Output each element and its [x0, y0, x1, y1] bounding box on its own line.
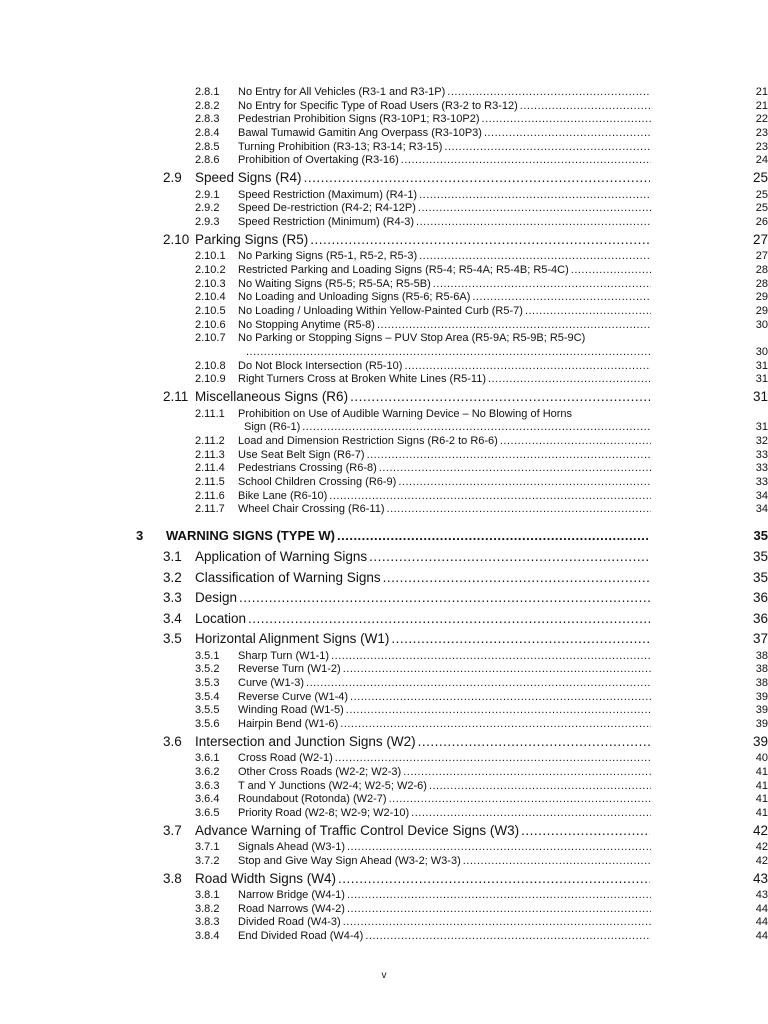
dot-leader [387, 503, 651, 517]
toc-entry [0, 547, 768, 568]
entry-title: Winding Road (W1-5) [238, 704, 344, 717]
entry-title: No Entry for All Vehicles (R3-1 and R3-1P) [238, 86, 446, 98]
entry-page-number: 38 [755, 676, 768, 689]
toc-entry [0, 86, 768, 100]
dot-leader [488, 373, 651, 387]
entry-title: No Loading / Unloading Within Yellow-Painted Curb (R5-7) [238, 304, 523, 317]
dot-leader [379, 462, 651, 476]
entry-page-number: 23 [755, 140, 768, 153]
entry-page-number: 25 [755, 188, 768, 201]
entry-page-number: 42 [755, 854, 768, 867]
entry-page-number: 41 [755, 806, 768, 819]
toc-entry [0, 373, 768, 387]
toc-entry [0, 462, 768, 476]
entry-title: No Parking Signs (R5-1, R5-2, R5-3) [238, 250, 418, 263]
entry-page-number: 34 [755, 489, 768, 502]
toc-entry [0, 202, 768, 216]
entry-number: 2.9.3 [195, 216, 220, 228]
toc-entry [0, 752, 768, 766]
entry-title: Curve (W1-3) [238, 676, 305, 689]
entry-page-number: 43 [755, 889, 768, 901]
entry-number: 2.11.2 [195, 434, 225, 447]
entry-page-number: 21 [755, 99, 768, 112]
dot-leader [398, 476, 651, 490]
entry-title: Signals Ahead (W3-1) [238, 841, 345, 854]
entry-title: Divided Road (W4-3) [238, 916, 341, 929]
toc-entry [0, 100, 768, 114]
toc-entry [0, 168, 768, 189]
entry-page-number: 29 [755, 304, 768, 317]
dot-leader [525, 305, 651, 319]
dot-leader [377, 319, 651, 333]
entry-number: 2.11.5 [195, 476, 225, 488]
entry-title: Cross Road (W2-1) [238, 752, 333, 765]
entry-title: Prohibition on Use of Audible Warning Device – No Blowing of Horns [238, 407, 573, 420]
entry-number: 2.8.3 [195, 113, 220, 126]
entry-page-number: 25 [755, 202, 768, 215]
dot-leader [340, 718, 651, 732]
toc-entry [0, 718, 768, 732]
toc-entry [0, 503, 768, 517]
toc-entry [0, 141, 768, 155]
entry-page-number: 30 [755, 318, 768, 331]
entry-number: 3.2 [163, 569, 182, 585]
entry-number: 3.7.2 [195, 854, 220, 867]
toc-entry [0, 821, 768, 842]
dot-leader [248, 609, 650, 630]
entry-title: Application of Warning Signs [195, 549, 368, 565]
toc-entry [0, 691, 768, 705]
entry-page-number: 35 [753, 528, 768, 544]
entry-title: Do Not Block Intersection (R5-10) [238, 359, 403, 372]
dot-leader [346, 704, 651, 718]
entry-page-number: 34 [755, 503, 768, 516]
dot-leader [302, 421, 651, 435]
entry-title: Bawal Tumawid Gamitin Ang Overpass (R3-10P3) [238, 127, 482, 140]
toc-entry [0, 663, 768, 677]
entry-title: Roundabout (Rotonda) (W2-7) [238, 793, 387, 806]
dot-leader [418, 202, 651, 216]
entry-page-number: 36 [752, 590, 768, 606]
entry-title: Wheel Chair Crossing (R6-11) [238, 503, 385, 516]
entry-page-number: 30 [755, 346, 768, 358]
entry-title: School Children Crossing (R6-9) [238, 476, 397, 488]
entry-number: 2.11 [163, 389, 189, 405]
dot-leader [369, 547, 650, 568]
dot-leader [350, 691, 651, 705]
entry-number: 3.8 [163, 870, 182, 886]
entry-number: 2.10.8 [195, 359, 226, 372]
toc-entry [0, 916, 768, 930]
entry-title: No Entry for Specific Type of Road Users (R3-2 to R3-12) [238, 99, 518, 112]
toc-entry [0, 869, 768, 890]
toc-entry [0, 264, 768, 278]
entry-number: 2.8.2 [195, 99, 220, 112]
entry-page-number: 28 [755, 263, 768, 276]
entry-page-number: 31 [755, 359, 768, 372]
entry-number: 3.7 [163, 822, 182, 838]
entry-title: Speed Restriction (Maximum) (R4-1) [238, 188, 418, 201]
toc-entry-continuation [0, 346, 768, 360]
dot-leader [347, 841, 651, 855]
entry-title: WARNING SIGNS (TYPE W) [166, 528, 335, 544]
dot-leader [347, 903, 651, 917]
toc-entry [0, 387, 768, 408]
dot-leader [367, 449, 651, 463]
entry-title: Other Cross Roads (W2-2; W2-3) [238, 765, 402, 778]
entry-title: No Waiting Signs (R5-5; R5-5A; R5-5B) [238, 277, 431, 290]
dot-leader [520, 100, 651, 114]
entry-page-number: 33 [755, 448, 768, 461]
entry-page-number: 33 [755, 462, 768, 475]
entry-title: Bike Lane (R6-10) [238, 489, 328, 502]
toc-entry [0, 629, 768, 650]
entry-number: 3.6.2 [195, 765, 220, 778]
dot-leader [391, 629, 650, 650]
dot-leader [401, 154, 651, 168]
dot-leader [329, 490, 651, 504]
toc-entry [0, 360, 768, 374]
entry-title: Narrow Bridge (W4-1) [238, 889, 345, 901]
dot-leader [304, 168, 650, 189]
dot-leader [239, 588, 650, 609]
entry-number: 2.10.3 [195, 277, 226, 290]
entry-number: 2.10.4 [195, 291, 226, 304]
entry-page-number: 43 [752, 870, 768, 886]
entry-number: 2.10.2 [195, 263, 226, 276]
toc-entry [0, 588, 768, 609]
dot-leader [482, 113, 651, 127]
entry-page-number: 39 [755, 718, 768, 730]
dot-leader [416, 216, 651, 230]
toc-entry [0, 230, 768, 251]
dot-leader [343, 916, 651, 930]
dot-leader [306, 677, 651, 691]
entry-number: 3.4 [163, 610, 182, 626]
entry-title: Stop and Give Way Sign Ahead (W3-2; W3-3) [238, 854, 461, 867]
toc-entry [0, 568, 768, 589]
entry-number: 2.11.1 [195, 407, 225, 420]
entry-page-number: 37 [752, 631, 768, 647]
entry-title: Load and Dimension Restriction Signs (R6-2 to R6-6) [238, 434, 498, 447]
toc-entry [0, 291, 768, 305]
entry-page-number: 42 [752, 822, 768, 838]
entry-title: Right Turners Cross at Broken White Lines (R5-11) [238, 373, 486, 386]
toc-entry-continuation [0, 421, 768, 435]
entry-title: Pedestrians Crossing (R6-8) [238, 462, 377, 475]
entry-title: No Parking or Stopping Signs – PUV Stop Area (R5-9A; R5-9B; R5-9C) [238, 332, 586, 345]
toc-entry [0, 154, 768, 168]
entry-number: 2.8.6 [195, 154, 220, 167]
entry-number: 3.1 [163, 549, 182, 565]
entry-page-number: 42 [755, 841, 768, 854]
entry-number: 3.5.6 [195, 718, 220, 730]
entry-page-number: 41 [755, 779, 768, 792]
entry-title: No Stopping Anytime (R5-8) [238, 318, 375, 331]
dot-leader [419, 189, 651, 203]
entry-number: 3.8.3 [195, 916, 220, 929]
entry-title: Speed De-restriction (R4-2; R4-12P) [238, 202, 416, 215]
dot-leader [365, 930, 651, 944]
entry-page-number: 31 [752, 389, 768, 405]
entry-page-number: 29 [755, 291, 768, 304]
page-number: v [381, 970, 387, 981]
entry-title: End Divided Road (W4-4) [238, 930, 364, 943]
entry-page-number: 38 [755, 649, 768, 662]
toc-entry [0, 113, 768, 127]
toc-entry [0, 793, 768, 807]
toc-entry [0, 841, 768, 855]
dot-leader [383, 568, 650, 589]
entry-page-number: 27 [752, 231, 768, 247]
entry-number: 2.11.7 [195, 503, 225, 516]
entry-number: 2.11.6 [195, 489, 225, 502]
entry-number: 3.5.2 [195, 663, 220, 676]
entry-title: Turning Prohibition (R3-13; R3-14; R3-15) [238, 140, 443, 153]
dot-leader [389, 793, 651, 807]
entry-page-number: 24 [755, 154, 768, 167]
entry-number: 2.10.1 [195, 250, 226, 263]
entry-number: 3.6.1 [195, 752, 220, 765]
entry-number: 3.5.3 [195, 676, 220, 689]
entry-page-number: 38 [755, 663, 768, 676]
entry-title: Design [195, 590, 238, 606]
entry-title: Road Width Signs (W4) [195, 870, 337, 886]
toc-entry [0, 889, 768, 903]
entry-number: 2.10.7 [195, 332, 226, 345]
entry-title: Reverse Turn (W1-2) [238, 663, 341, 676]
entry-page-number: 35 [752, 569, 768, 585]
dot-leader [310, 230, 650, 251]
entry-number: 2.8.5 [195, 140, 220, 153]
entry-number: 2.10.6 [195, 318, 226, 331]
entry-number: 2.9.1 [195, 188, 220, 201]
entry-number: 3.5.1 [195, 649, 220, 662]
entry-page-number: 39 [755, 704, 768, 717]
entry-title: No Loading and Unloading Signs (R5-6; R5-6A) [238, 291, 471, 304]
toc-entry [0, 250, 768, 264]
dot-leader [404, 360, 651, 374]
entry-title: Prohibition of Overtaking (R3-16) [238, 154, 399, 167]
dot-leader [447, 86, 651, 100]
entry-page-number: 28 [755, 277, 768, 290]
dot-leader [403, 766, 651, 780]
entry-title: Restricted Parking and Loading Signs (R5-4; R5-4A; R5-4B; R5-4C) [238, 263, 569, 276]
entry-number: 3.7.1 [195, 841, 220, 854]
dot-leader [444, 141, 651, 155]
toc-entry [0, 305, 768, 319]
toc-entry [0, 408, 768, 422]
entry-page-number: 25 [752, 170, 768, 186]
entry-page-number: 39 [755, 690, 768, 703]
dot-leader [571, 264, 651, 278]
entry-number: 3.6.4 [195, 793, 220, 806]
toc-entry [0, 278, 768, 292]
entry-page-number: 44 [755, 902, 768, 915]
dot-leader [463, 855, 651, 869]
dot-leader [521, 821, 650, 842]
toc-entry [0, 490, 768, 504]
toc-entry [0, 216, 768, 230]
dot-leader [343, 663, 651, 677]
toc-entry [0, 855, 768, 869]
entry-title: Speed Signs (R4) [195, 170, 302, 186]
toc-entry [0, 319, 768, 333]
entry-page-number: 22 [755, 113, 768, 126]
toc-entry [0, 650, 768, 664]
entry-page-number: 36 [752, 610, 768, 626]
entry-page-number: 21 [755, 86, 768, 98]
entry-title: Hairpin Bend (W1-6) [238, 718, 339, 730]
entry-title: Use Seat Belt Sign (R6-7) [238, 448, 365, 461]
entry-title-continuation: Sign (R6-1) [244, 421, 301, 434]
dot-leader [418, 732, 650, 753]
entry-number: 2.10.5 [195, 304, 226, 317]
entry-page-number: 33 [755, 476, 768, 488]
entry-title: Location [195, 610, 247, 626]
dot-leader [500, 435, 651, 449]
entry-page-number: 26 [755, 216, 768, 228]
dot-leader [347, 889, 651, 903]
entry-number: 3.8.1 [195, 889, 220, 901]
entry-number: 3.5 [163, 631, 182, 647]
entry-page-number: 35 [752, 549, 768, 565]
entry-page-number: 41 [755, 793, 768, 806]
entry-page-number: 41 [755, 765, 768, 778]
dot-leader [350, 387, 650, 408]
toc-entry [0, 903, 768, 917]
entry-number: 3.6.5 [195, 806, 220, 819]
entry-title: Classification of Warning Signs [195, 569, 381, 585]
toc-entry [0, 704, 768, 718]
entry-title: Sharp Turn (W1-1) [238, 649, 330, 662]
dot-leader [429, 780, 651, 794]
entry-page-number: 31 [755, 421, 768, 434]
entry-page-number: 27 [755, 250, 768, 263]
dot-leader [472, 291, 651, 305]
entry-title: T and Y Junctions (W2-4; W2-5; W2-6) [238, 779, 427, 792]
dot-leader [433, 278, 651, 292]
entry-title: Priority Road (W2-8; W2-9; W2-10) [238, 806, 410, 819]
entry-title: Parking Signs (R5) [195, 231, 309, 247]
entry-number: 3.6 [163, 733, 182, 749]
dot-leader [335, 752, 651, 766]
toc-entry [0, 332, 768, 346]
dot-leader [419, 250, 651, 264]
toc-entry [0, 930, 768, 944]
entry-title: Speed Restriction (Minimum) (R4-3) [238, 216, 415, 228]
entry-number: 2.11.3 [195, 448, 225, 461]
entry-number: 2.8.1 [195, 86, 220, 98]
toc-entry [0, 524, 768, 547]
entry-number: 3.8.4 [195, 930, 220, 943]
toc-entry [0, 732, 768, 753]
entry-number: 3.8.2 [195, 902, 220, 915]
dot-leader [411, 807, 651, 821]
dot-leader [246, 346, 651, 360]
toc-entry [0, 435, 768, 449]
entry-page-number: 44 [755, 916, 768, 929]
dot-leader [331, 650, 651, 664]
toc-entry [0, 780, 768, 794]
entry-page-number: 40 [755, 752, 768, 765]
toc-entry [0, 127, 768, 141]
entry-number: 2.9.2 [195, 202, 220, 215]
toc-entry [0, 677, 768, 691]
entry-number: 2.10.9 [195, 373, 226, 386]
entry-title: Road Narrows (W4-2) [238, 902, 345, 915]
entry-number: 2.10 [163, 231, 190, 247]
entry-title: Intersection and Junction Signs (W2) [195, 733, 416, 749]
entry-number: 3.5.5 [195, 704, 220, 717]
dot-leader [337, 524, 648, 547]
toc-entry [0, 476, 768, 490]
entry-page-number: 31 [755, 373, 768, 386]
toc-entry [0, 449, 768, 463]
entry-title: Miscellaneous Signs (R6) [195, 389, 349, 405]
entry-title: Horizontal Alignment Signs (W1) [195, 631, 390, 647]
entry-number: 2.11.4 [195, 462, 225, 475]
entry-title: Advance Warning of Traffic Control Device Signs (W3) [195, 822, 520, 838]
entry-page-number: 39 [752, 733, 768, 749]
toc-entry [0, 189, 768, 203]
toc-entry [0, 609, 768, 630]
entry-page-number: 23 [755, 127, 768, 140]
toc-entry [0, 807, 768, 821]
entry-number: 2.9 [163, 170, 182, 186]
table-of-contents [0, 86, 768, 944]
entry-title: Pedestrian Prohibition Signs (R3-10P1; R3-10P2) [238, 113, 480, 126]
entry-page-number: 44 [755, 930, 768, 943]
dot-leader [484, 127, 651, 141]
entry-number: 3.6.3 [195, 779, 220, 792]
toc-entry [0, 766, 768, 780]
entry-number: 3.3 [163, 590, 182, 606]
entry-title: Reverse Curve (W1-4) [238, 690, 349, 703]
entry-number: 3.5.4 [195, 690, 220, 703]
dot-leader [338, 869, 650, 890]
entry-number: 2.8.4 [195, 127, 220, 140]
entry-page-number: 32 [755, 434, 768, 447]
entry-number: 3 [136, 528, 144, 544]
